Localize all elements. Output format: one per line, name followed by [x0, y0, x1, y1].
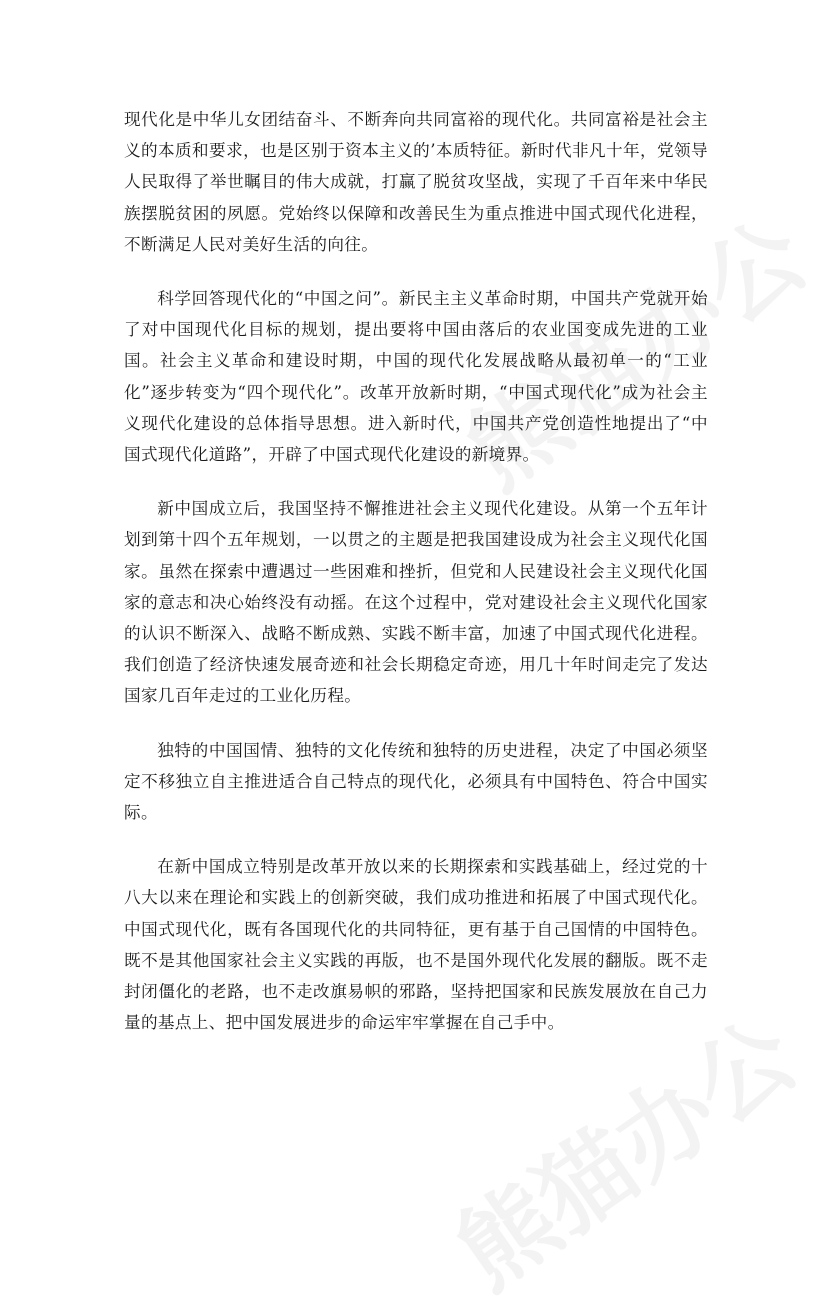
- paragraph-4: 独特的中国国情、独特的文化传统和独特的历史进程，决定了中国必须坚定不移独立自主推进适合自己特点的现代化，必须具有中国特色、符合中国实际。: [124, 740, 708, 823]
- document-body: [124, 104, 708, 1061]
- paragraph-1: 现代化是中华儿女团结奋斗、不断奔向共同富裕的现代化。共同富裕是社会主义的本质和要求，也是区别于资本主义的’本质特征。新时代非凡十年，党领导人民取得了举世瞩目的伟大成就，打赢了脱贫攻坚战，实现了千百年来中华民族摆脱贫困的夙愿。党始终以保障和改善民生为重点推进中国式现代化进程，不断满足人民对美好生活的向往。: [124, 110, 708, 254]
- paragraph-2: 科学回答现代化的“中国之问”。新民主主义革命时期，中国共产党就开始了对中国现代化目标的规划，提出要将中国由落后的农业国变成先进的工业国。社会主义革命和建设时期，中国的现代化发展战略从最初单一的“工业化”逐步转变为“四个现代化”。改革开放新时期，“中国式现代化”成为社会主义现代化建设的总体指导思想。进入新时代，中国共产党创造性地提出了“中国式现代化道路”，开辟了中国式现代化建设的新境界。: [124, 289, 708, 465]
- paragraph-3: 新中国成立后，我国坚持不懈推进社会主义现代化建设。从第一个五年计划到第十四个五年规划，一以贯之的主题是把我国建设成为社会主义现代化国家。虽然在探索中遭遇过一些困难和挫折，但党和人民建设社会主义现代化国家的意志和决心始终没有动摇。在这个过程中，党对建设社会主义现代化国家的认识不断深入、战略不断成熟、实践不断丰富，加速了中国式现代化进程。我们创造了经济快速发展奇迹和社会长期稳定奇迹，用几十年时间走完了发达国家几百年走过的工业化历程。: [124, 499, 708, 706]
- paragraph-5: 在新中国成立特别是改革开放以来的长期探索和实践基础上，经过党的十八大以来在理论和实践上的创新突破，我们成功推进和拓展了中国式现代化。中国式现代化，既有各国现代化的共同特征，更有基于自己国情的中国特色。既不是其他国家社会主义实践的再版，也不是国外现代化发展的翻版。既不走封闭僵化的老路，也不走改旗易帜的邪路，坚持把国家和民族发展放在自己力量的基点上、把中国发展进步的命运牢牢掌握在自己手中。: [124, 857, 708, 1033]
